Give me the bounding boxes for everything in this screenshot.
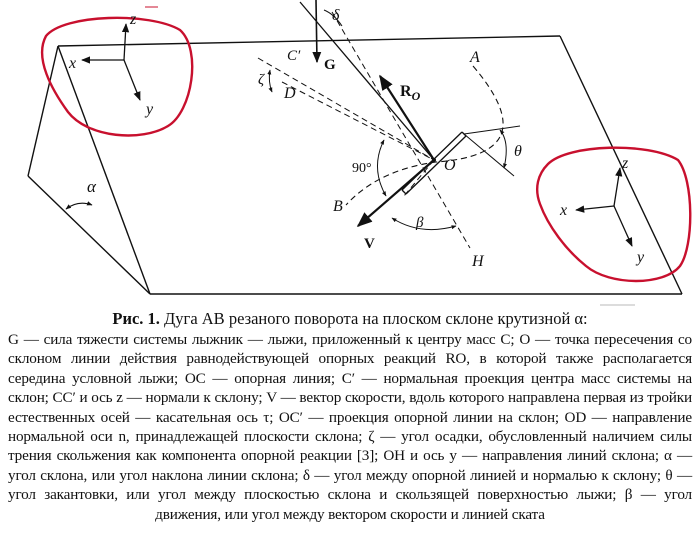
point-b-label: B: [333, 198, 343, 215]
left-y-label: y: [146, 101, 154, 118]
right-z-label: z: [622, 155, 629, 172]
ski: [402, 132, 466, 194]
g-label: G: [324, 57, 336, 73]
turn-arc-ab: [346, 66, 503, 205]
c-prime-label: C′: [287, 48, 301, 64]
theta-label: θ: [514, 143, 522, 160]
delta-label: δ: [332, 7, 340, 24]
right-axis-triad: [537, 148, 690, 281]
figure-caption: [8, 309, 692, 524]
caption-legend: G — сила тяжести системы лыжник — лыжи, приложенный к центру масс C; O — точка пересечения со склоном линии действия равнодействующей опорных реакций RO, в которой также располагается середина условной лыжи; OC — опорная линия; C′ — нормальная проекция центра масс системы на склон; CC′ и ось z — нормали к склону; V — вектор скорости, вдоль которого направлена первая из тройки естественных осей — касательная ось τ; OC′ — проекция опорной линии на склон; OD — направление нормальной оси n, принадлежащей плоскости склона; ζ — угол осадки, обусловленный наличием силы трения скольжения как компонента опорной реакции [3]; OH и ось y — направления линий склона; α — угол склона, или угол наклона линии склона; δ — угол между опорной линией и нормалью к склону; θ — угол закантовки, или угол между плоскостью склона и скользящей поверхностью лыжи; β — угол движения, или угол между вектором скорости и линией ската: [8, 331, 692, 523]
left-highlight-loop: [42, 18, 192, 136]
opora-line-oc: [300, 2, 434, 160]
theta-angle-arc: [500, 130, 506, 168]
ninety-label: 90°: [352, 161, 372, 176]
gravity-vector: [316, 0, 317, 62]
beta-label: β: [416, 215, 424, 231]
point-a-label: A: [470, 49, 480, 66]
figure-number: Рис. 1.: [112, 309, 160, 328]
alpha-label: α: [87, 177, 96, 196]
v-label: V: [364, 236, 375, 252]
point-h-label: H: [472, 253, 484, 270]
point-d-label: D: [284, 85, 296, 102]
alpha-angle-arc: [66, 203, 92, 209]
caption-title-text: Дуга AB резаного поворота на плоском склоне крутизной α:: [164, 309, 588, 328]
right-angle-arc: [377, 140, 386, 196]
right-x-label: x: [560, 202, 568, 219]
point-o-label: O: [444, 157, 456, 174]
edging-ski-plane-line: [464, 126, 520, 134]
right-y-label: y: [637, 249, 645, 266]
beta-angle-arc: [392, 218, 456, 230]
left-axis-triad: [42, 11, 192, 135]
zeta-label: ζ: [258, 72, 265, 88]
caption-title: [8, 309, 692, 329]
zeta-angle-arc: [269, 70, 272, 92]
left-z-label: z: [130, 11, 137, 28]
left-x-label: x: [69, 55, 77, 72]
r-label: $R_O$: [400, 83, 421, 103]
